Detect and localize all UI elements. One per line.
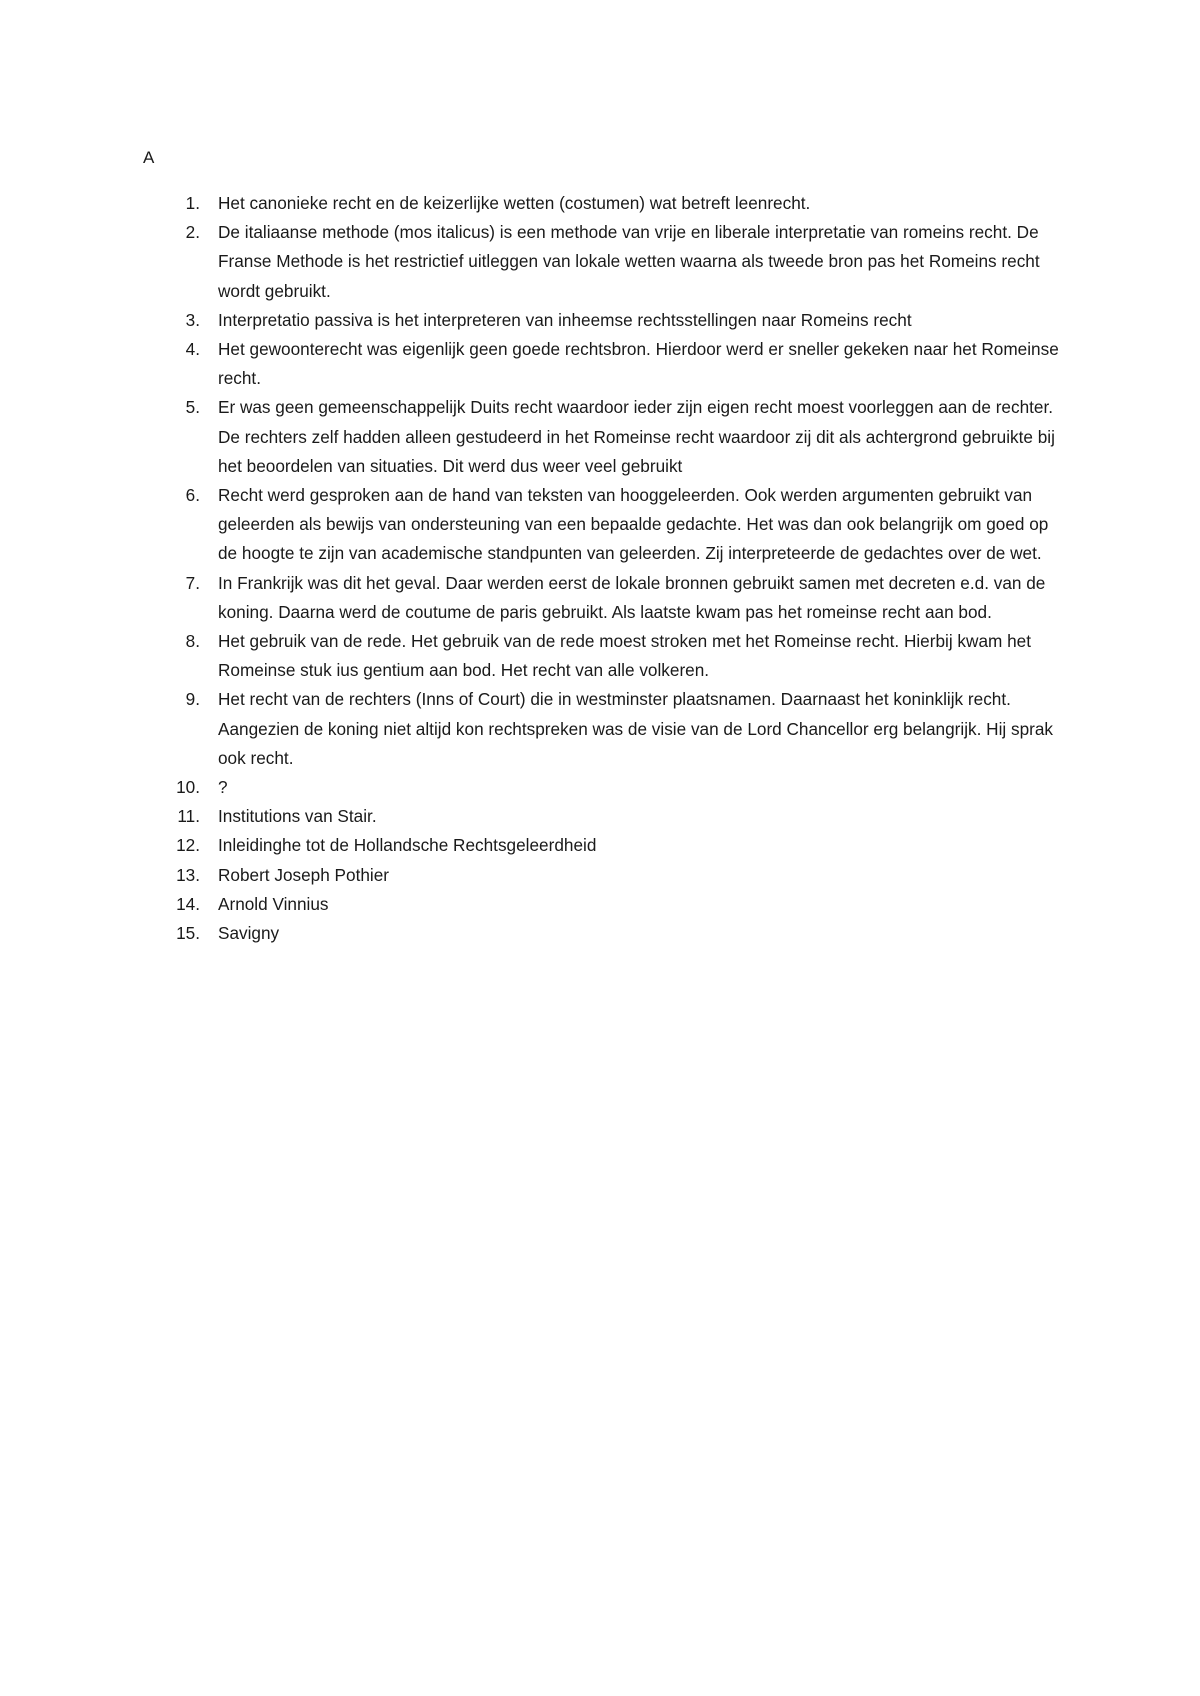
item-text: Inleidinghe tot de Hollandsche Rechtsgeleerdheid (218, 835, 597, 856)
item-text: De italiaanse methode (mos italicus) is een methode van vrije en liberale interpretatie van romeins recht. De Franse Methode is het restrictief uitleggen van lokale wetten waarna als tweede bron pas het Romeins recht wordt gebruikt. (218, 222, 1040, 301)
item-number: 7. (185, 572, 200, 593)
item-text: Het gewoonterecht was eigenlijk geen goede rechtsbron. Hierdoor werd er sneller gekeken naar het Romeinse recht. (218, 339, 1059, 389)
answer-item-4 (160, 335, 1070, 393)
answer-item-2 (160, 218, 1070, 306)
answer-item-3 (160, 306, 1070, 335)
item-number: 12. (176, 835, 200, 856)
item-text: Robert Joseph Pothier (218, 864, 390, 885)
answer-item-12 (160, 831, 1070, 860)
item-number: 10. (176, 777, 200, 798)
answer-item-14 (160, 890, 1070, 919)
answer-item-10 (160, 773, 1070, 802)
item-text: Institutions van Stair. (218, 806, 377, 827)
item-number: 13. (176, 864, 200, 885)
item-number: 2. (185, 222, 200, 243)
item-number: 1. (185, 193, 200, 213)
section-heading: A (143, 148, 155, 167)
item-number: 5. (185, 397, 200, 418)
item-number: 3. (185, 309, 200, 330)
answer-item-13 (160, 861, 1070, 890)
item-text: In Frankrijk was dit het geval. Daar werden eerst de lokale bronnen gebruikt samen met decreten e.d. van de koning. Daarna werd de coutume de paris gebruikt. Als laatste kwam pas het romeinse recht aan bod. (218, 572, 1046, 622)
item-number: 14. (176, 893, 200, 914)
answer-list (160, 189, 1070, 948)
answer-item-5 (160, 393, 1070, 481)
item-text: Het recht van de rechters (Inns of Court) die in westminster plaatsnamen. Daarnaast het koninklijk recht. Aangezien de koning niet altijd kon rechtspreken was de visie van de Lord Chancellor erg belangrijk. Hij sprak ook recht. (218, 689, 1054, 768)
item-text: Savigny (218, 923, 280, 944)
answer-item-11 (160, 802, 1070, 831)
item-text: Arnold Vinnius (218, 893, 329, 914)
item-text: Het gebruik van de rede. Het gebruik van de rede moest stroken met het Romeinse recht. Hierbij kwam het Romeinse stuk ius gentium aan bod. Het recht van alle volkeren. (218, 631, 1031, 681)
answer-item-1 (160, 189, 1070, 218)
item-text: Er was geen gemeenschappelijk Duits recht waardoor ieder zijn eigen recht moest voorleggen aan de rechter. De rechters zelf hadden alleen gestudeerd in het Romeinse recht waardoor zij dit als achtergrond gebruikte bij het beoordelen van situaties. Dit werd dus weer veel gebruikt (218, 397, 1055, 476)
item-number: 15. (176, 923, 200, 944)
answer-item-6 (160, 481, 1070, 569)
item-text: Recht werd gesproken aan de hand van teksten van hooggeleerden. Ook werden argumenten gebruikt van geleerden als bewijs van ondersteuning van een bepaalde gedachte. Het was dan ook belangrijk om goed op de hoogte te zijn van academische standpunten van geleerden. Zij interpreteerde de gedachtes over de wet. (218, 485, 1049, 564)
item-text: ? (218, 777, 228, 798)
item-number: 8. (185, 631, 200, 652)
item-number: 11. (177, 806, 200, 827)
item-number: 6. (185, 485, 200, 506)
item-number: 9. (185, 689, 200, 710)
answer-item-9 (160, 685, 1070, 773)
item-text: Interpretatio passiva is het interpreteren van inheemse rechtsstellingen naar Romeins recht (218, 309, 912, 330)
answer-item-15 (160, 919, 1070, 948)
item-text: Het canonieke recht en de keizerlijke wetten (costumen) wat betreft leenrecht. (218, 193, 811, 213)
answer-item-7 (160, 569, 1070, 627)
item-number: 4. (185, 339, 200, 360)
answer-item-8 (160, 627, 1070, 685)
